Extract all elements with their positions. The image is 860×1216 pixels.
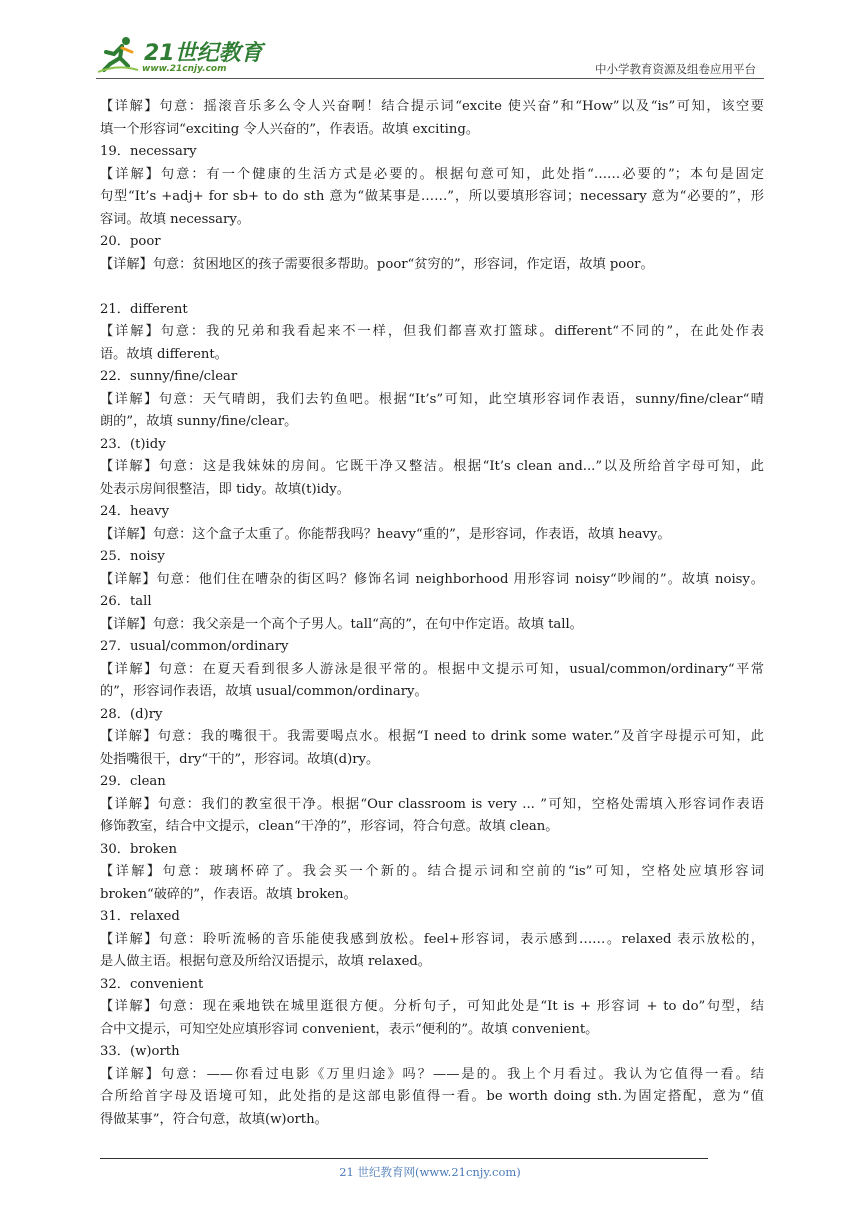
explanation-line: 【详解】句意：这个盒子太重了。你能帮我吗？heavy“重的”，是形容词，作表语，故填 heavy。 (100, 526, 671, 542)
explanation-line: 处表示房间很整洁，即 tidy。故填(t)idy。 (100, 481, 350, 497)
logo-wordmark: 21世纪教育 (144, 41, 263, 66)
logo-url: www.21cnjy.com (142, 64, 227, 74)
explanation-line: 【详解】句意：摇滚音乐多么令人兴奋啊！结合提示词“excite 使兴奋”和“How”以及“is”可知，该空要 (100, 99, 764, 114)
explanation-line: 容词。故填 necessary。 (100, 211, 250, 227)
answer-line: 25．noisy (100, 549, 165, 564)
explanation-line: 填一个形容词“exciting 令人兴奋的”，作表语。故填 exciting。 (100, 121, 480, 137)
explanation-line: 语。故填 different。 (100, 346, 228, 362)
explanation-line: 处指嘴很干，dry“干的”，形容词。故填(d)ry。 (100, 751, 380, 767)
explanation-line: 【详解】句意：这是我妹妹的房间。它既干净又整洁。根据“It’s clean and...”以及所给首字母可知，此 (100, 459, 764, 474)
explanation-line: 【详解】句意：我的兄弟和我看起来不一样，但我们都喜欢打篮球。different“不同的”，在此处作表 (100, 324, 764, 339)
answer-line: 20．poor (100, 234, 161, 249)
answer-line: 19．necessary (100, 144, 197, 159)
answer-line: 30．broken (100, 841, 177, 857)
explanation-line: 【详解】句意：贫困地区的孩子需要很多帮助。poor“贫穷的”，形容词，作定语，故填 poor。 (100, 256, 654, 272)
blank-line (100, 276, 764, 299)
answer-line: 32．convenient (100, 976, 204, 992)
explanation-line: broken“破碎的”，作表语。故填 broken。 (100, 886, 357, 902)
explanation-line: 得做某事”，符合句意，故填(w)orth。 (100, 1111, 328, 1127)
answer-line: 22．sunny/fine/clear (100, 369, 238, 384)
answer-line: 27．usual/common/ordinary (100, 639, 289, 654)
answer-line: 28．(d)ry (100, 706, 163, 722)
explanation-line: 【详解】句意：我的嘴很干。我需要喝点水。根据“I need to drink some water.”及首字母提示可知，此 (100, 729, 764, 744)
runner-logo-icon (96, 34, 140, 74)
header-tagline: 中小学教育资源及组卷应用平台 (595, 62, 756, 76)
answer-line: 31．relaxed (100, 909, 180, 924)
answer-line: 21．different (100, 301, 188, 317)
answer-line: 24．heavy (100, 504, 170, 519)
page-header (96, 30, 764, 80)
explanation-line: 句型“It’s +adj+ for sb+ to do sth 意为“做某事是……”，所以要填形容词；necessary 意为“必要的”，形 (100, 189, 764, 204)
explanation-line: 【详解】句意：在夏天看到很多人游泳是很平常的。根据中文提示可知，usual/common/ordinary“平常 (100, 661, 764, 677)
explanation-line: 【详解】句意：天气晴朗，我们去钓鱼吧。根据“It’s”可知，此空填形容词作表语，sunny/fine/clear“晴 (100, 391, 764, 407)
answer-explanations (100, 96, 764, 1131)
explanation-line: 合中文提示，可知空处应填形容词 convenient，表示“便利的”。故填 convenient。 (100, 1021, 599, 1037)
explanation-line: 【详解】句意：聆听流畅的音乐能使我感到放松。feel+形容词，表示感到……。relaxed 表示放松的， (100, 931, 764, 947)
answer-line: 26．tall (100, 594, 152, 609)
explanation-line: 【详解】句意：有一个健康的生活方式是必要的。根据句意可知，此处指“……必要的”；本句是固定 (100, 166, 764, 182)
explanation-line: 【详解】句意：——你看过电影《万里归途》吗？——是的。我上个月看过。我认为它值得一看。结 (100, 1066, 764, 1082)
answer-line: 33．(w)orth (100, 1044, 180, 1059)
explanation-line: 【详解】句意：我们的教室很干净。根据“Our classroom is very ... ”可知，空格处需填入形容词作表语 (100, 796, 764, 812)
explanation-line: 【详解】句意：他们住在嘈杂的街区吗？修饰名词 neighborhood 用形容词 noisy“吵闹的”。故填 noisy。 (100, 571, 764, 587)
site-logo[interactable] (96, 34, 266, 78)
answer-line: 23．(t)idy (100, 436, 166, 452)
explanation-line: 合所给首字母及语境可知，此处指的是这部电影值得一看。be worth doing sth.为固定搭配，意为“值 (100, 1089, 764, 1104)
explanation-line: 修饰教室，结合中文提示，clean“干净的”，形容词，符合句意。故填 clean。 (100, 819, 559, 834)
header-divider (96, 78, 764, 79)
explanation-line: 【详解】句意：我父亲是一个高个子男人。tall“高的”，在句中作定语。故填 tall。 (100, 616, 583, 632)
explanation-line: 【详解】句意：玻璃杯碎了。我会买一个新的。结合提示词和空前的“is”可知，空格处应填形容词 (100, 864, 764, 879)
explanation-line: 朗的”，故填 sunny/fine/clear。 (100, 414, 298, 429)
footer-text[interactable]: 21 世纪教育网(www.21cnjy.com) (339, 1165, 521, 1179)
explanation-line: 是人做主语。根据句意及所给汉语提示，故填 relaxed。 (100, 954, 431, 969)
explanation-line: 的”，形容词作表语，故填 usual/common/ordinary。 (100, 684, 428, 699)
footer-divider (100, 1158, 708, 1159)
answer-line: 29．clean (100, 774, 166, 789)
explanation-line: 【详解】句意：现在乘地铁在城里逛很方便。分析句子，可知此处是“It is + 形容词 + to do”句型，结 (100, 999, 764, 1014)
